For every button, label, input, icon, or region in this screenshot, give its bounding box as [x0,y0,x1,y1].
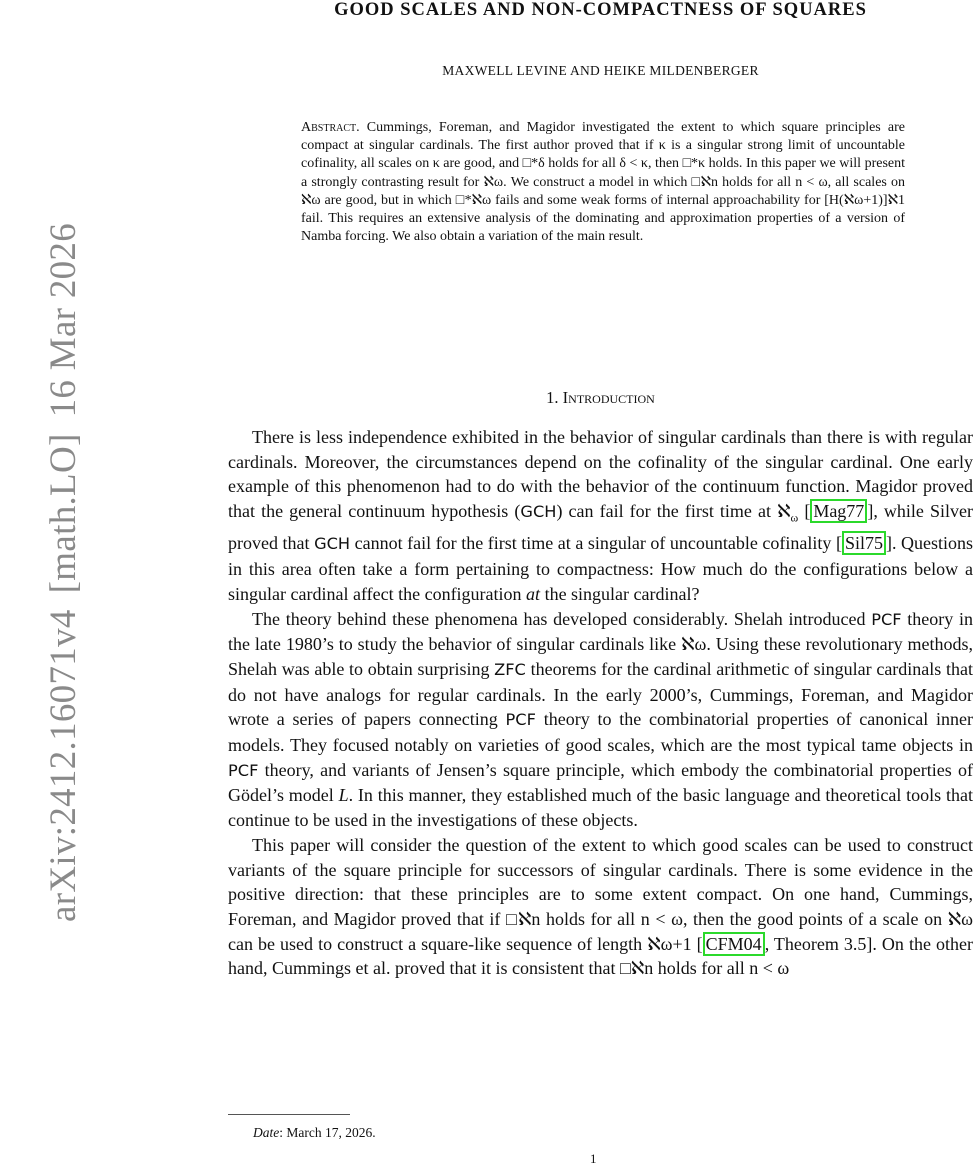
math-L: L [338,785,349,806]
citation-link[interactable]: Sil75 [842,531,886,555]
subscript: ω [790,511,799,525]
abstract-line: of a version of Namba forcing. We also obtain a variation of the main result. [301,211,906,245]
emphasis: at [526,583,541,604]
abstract-label: Abstract. [301,120,360,135]
gch-term: GCH [314,534,351,554]
footnote-label: Date [253,1125,280,1140]
arxiv-stamp-text [42,122,85,922]
arxiv-category: [math.LO] [43,433,84,594]
pcf-term: PCF [228,760,259,780]
footnote-date [253,1125,376,1141]
text: cannot fail for the first time at a singular of uncountable cofinality [350,533,836,554]
text: There is less independence exhibited in the behavior of singular cardinals than there is with regular cardinals. Moreover, the circumstances depend on the cofinality of the singular cardinal. One early example of this phenomenon had to do with the behavior of the continuum function. Magidor proved that the general continuum hypothesis ( [228,427,973,522]
abstract [301,119,905,246]
abstract-line: square principles are compact at singular cardinals. The first author proved [301,120,905,154]
abstract-line: requires an extensive analysis of the dominating and approximation properties [358,211,813,227]
text: theory, and variants of Jensen’s square principle, which embody the combinatorial properties of Gödel’s model [228,759,973,806]
abstract-line: present a strongly contrasting result for ℵω. We construct a model in which [301,156,906,190]
text: theory to the combinatorial properties of canonical inner models. They focused notably on varieties of good scales, which are the most typical tame objects in [228,709,973,756]
text: . Questions in this area often take a form pertaining to compactness: How much do the configurations below a singular cardinal affect the configuration [228,533,973,604]
abstract-line: and some weak forms of internal approachability for [H(ℵω+1)]ℵ1 fail. This [301,192,906,227]
text: theory in the late 1980’s to study the behavior of singular cardinals like ℵω. Using these revolutionary methods, Shelah was able to obtain surprising [228,608,973,679]
paragraph-1: There is less independence exhibited in the behavior of singular cardinals than there is with regular cardinals. Moreover, the circumstances depend on the cofinality of the singular cardinal. One early example of this phenomenon had to do with the behavior of the continuum function. Magidor proved that the general continuum hypothesis (GCH) can fail for the first time at ℵ$_\omega$ [ Mag77 ], while Silver proved that GCH cannot fail for the first time at a singular of uncountable cofinality [ Sil75 ]. Questions in this area often take a form pertaining to compactness: How much do the configurations below a singular cardinal affect the configuration at the singular cardinal? [228,427,973,604]
paragraph-3 [228,833,973,981]
text: theorems for the cardinal arithmetic of singular cardinals that do not have analogs for regular cardinals. In the early 2000’s, Cummings, Foreman, and Magidor wrote a series of papers connecting [228,658,973,730]
paper-authors: MAXWELL LEVINE AND HEIKE MILDENBERGER [442,63,759,78]
footnote-rule [228,1114,350,1115]
abstract-line: Cummings, Foreman, and Magidor investigated the extent to which [366,120,775,135]
arxiv-date: 16 Mar 2026 [43,222,84,418]
abstract-line: are good, and □*δ holds for all δ < κ, then □*κ holds. In this paper we will [443,156,862,172]
footnote-value: : March 17, 2026. [279,1125,376,1140]
abstract-line: □ℵn holds for all n < ω, all scales on ℵω are good, but in which □*ℵω fails [301,174,905,208]
text: , while Silver proved that [228,501,973,554]
arxiv-stamp [2,0,84,1165]
citation-link[interactable]: Mag77 [810,499,867,523]
text: . In this manner, they established much of the basic language and theoretical tools that continue to be used in the investigations of these objects. [228,785,973,831]
section-number: 1. [546,388,559,407]
citation-link[interactable]: CFM04 [703,932,765,956]
gch-term: GCH [520,502,557,522]
zfc-term: ZFC [494,659,526,679]
body-text [228,425,973,981]
section-title: Introduction [562,388,655,407]
pcf-term: PCF [505,710,536,730]
text: ) can fail for the first time at ℵ [556,501,791,522]
text: This paper will consider the question of the extent to which good scales can be used to construct variants of the square principle for successors of singular cardinals. There is some evidence in the positive direction: that these principles are to some extent compact. On one hand, Cummings, Foreman, and Magidor proved that if □ℵn holds for all n < ω, then the good points of a scale on ℵω can be used to construct a square-like sequence of length ℵω+1 [ [228,834,973,954]
text: The theory behind these phenomena has developed considerably. Shelah introduced [252,608,872,629]
paper-title: GOOD SCALES AND NON-COMPACTNESS OF SQUARES [334,0,867,20]
text: , Theorem 3.5]. On the other hand, Cummings et al. proved that it is consistent that □ℵn holds for all n < ω [228,933,973,979]
paragraph-2 [228,607,973,833]
section-heading [228,388,973,408]
pcf-term: PCF [871,609,902,629]
page-number: 1 [590,1151,597,1166]
text: the singular cardinal? [540,583,700,604]
abstract-line: that if κ is a singular strong limit of uncountable cofinality, all scales on κ [301,138,905,172]
arxiv-id[interactable]: arXiv:2412.16071v4 [43,609,84,922]
